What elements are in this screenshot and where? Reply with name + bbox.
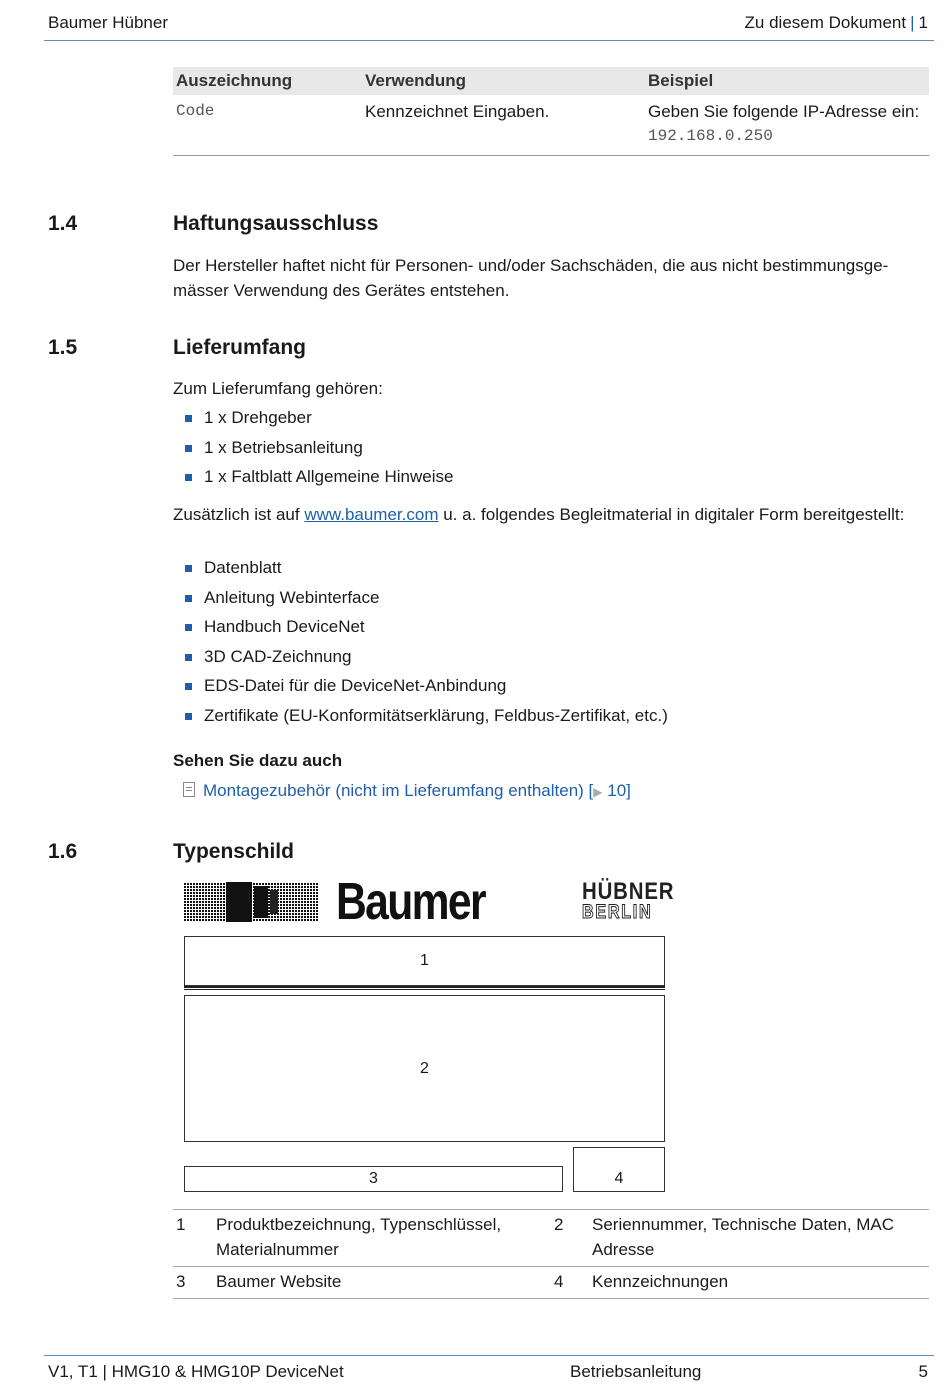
footer-rule <box>44 1355 934 1356</box>
legend-text: Seriennummer, Technische Daten, MAC Adresse <box>589 1210 929 1267</box>
plate-legend-table <box>173 1209 929 1299</box>
example-cell <box>645 95 929 156</box>
plate-field-4: 4 <box>573 1147 665 1192</box>
plate-field-1: 1 <box>184 936 665 986</box>
section-number: 1.4 <box>48 212 78 235</box>
scope-intro: Zum Lieferumfang gehören: <box>173 379 383 398</box>
huebner-logo-line1: HÜBNER <box>582 878 675 905</box>
example-code: 192.168.0.250 <box>648 127 773 145</box>
legend-text: Kennzeichnungen <box>589 1267 929 1299</box>
legend-number: 1 <box>173 1210 213 1267</box>
footer-document-id: V1, T1 | HMG10 & HMG10P DeviceNet <box>48 1362 344 1381</box>
baumer-logo-pattern <box>184 880 318 924</box>
section-number: 1.5 <box>48 336 78 359</box>
legend-text: Baumer Website <box>213 1267 551 1299</box>
header-company: Baumer Hübner <box>48 13 169 32</box>
header-separator: | <box>910 13 915 32</box>
digital-intro-post: u. a. folgendes Begleitmaterial in digitaler Form bereitgestellt: <box>438 505 905 524</box>
legend-number: 4 <box>551 1267 589 1299</box>
column-header: Beispiel <box>645 67 929 95</box>
digital-list <box>183 556 668 734</box>
list-item: 1 x Drehgeber <box>183 406 453 436</box>
plate-field-2: 2 <box>184 995 665 1142</box>
baumer-logo-text: Baumer <box>336 873 485 931</box>
list-item: 1 x Faltblatt Allgemeine Hinweise <box>183 465 453 495</box>
list-item: Datenblatt <box>183 556 668 586</box>
legend-number: 2 <box>551 1210 589 1267</box>
use-cell: Kennzeichnet Eingaben. <box>362 95 645 156</box>
list-item: Handbuch DeviceNet <box>183 615 668 645</box>
code-cell: Code <box>173 95 362 156</box>
see-also-heading: Sehen Sie dazu auch <box>173 751 343 770</box>
table-row <box>173 95 929 156</box>
document-icon <box>183 782 195 797</box>
footer-document-type: Betriebsanleitung <box>570 1362 702 1381</box>
header-chapter <box>745 13 928 33</box>
list-item: 3D CAD-Zeichnung <box>183 645 668 675</box>
digital-intro-pre: Zusätzlich ist auf <box>173 505 305 524</box>
header-rule <box>44 40 934 41</box>
list-item: 1 x Betriebsanleitung <box>183 436 453 466</box>
section-title: Lieferumfang <box>173 336 307 359</box>
section-number: 1.6 <box>48 840 78 863</box>
column-header: Verwendung <box>362 67 645 95</box>
header-chapter-number: 1 <box>918 13 928 32</box>
header-chapter-title: Zu diesem Dokument <box>744 13 907 32</box>
see-also-link[interactable] <box>183 781 631 801</box>
scope-list <box>183 406 453 495</box>
legend-number: 3 <box>173 1267 213 1299</box>
disclaimer-text: Der Hersteller haftet nicht für Personen- und/oder Sachschäden, die aus nicht bestimmungsgemässer Verwendung des Gerätes entstehen. <box>173 256 889 300</box>
legend-text: Produktbezeichnung, Typenschlüssel, Materialnummer <box>213 1210 551 1267</box>
table-header-row <box>173 67 929 95</box>
digital-intro <box>173 502 929 527</box>
huebner-logo-line2: BERLIN <box>582 902 653 923</box>
plate-divider <box>184 986 665 990</box>
column-header: Auszeichnung <box>173 67 362 95</box>
see-also-link-text: Montagezubehör (nicht im Lieferumfang enthalten) [ <box>203 781 594 800</box>
arrow-right-icon: ▶ <box>593 785 603 799</box>
table-row <box>173 1210 929 1267</box>
table-row <box>173 1267 929 1299</box>
example-text: Geben Sie folgende IP-Adresse ein: <box>648 102 920 121</box>
baumer-website-link[interactable]: www.baumer.com <box>304 505 439 524</box>
markup-table <box>173 67 929 156</box>
see-also-page: 10] <box>607 781 631 800</box>
plate-field-3: 3 <box>184 1166 563 1192</box>
list-item: Anleitung Webinterface <box>183 586 668 616</box>
section-title: Haftungsausschluss <box>173 212 379 235</box>
list-item: EDS-Datei für die DeviceNet-Anbindung <box>183 674 668 704</box>
list-item: Zertifikate (EU-Konformitätserklärung, Feldbus-Zertifikat, etc.) <box>183 704 668 734</box>
page-number: 5 <box>918 1362 928 1381</box>
section-title: Typenschild <box>173 840 294 863</box>
